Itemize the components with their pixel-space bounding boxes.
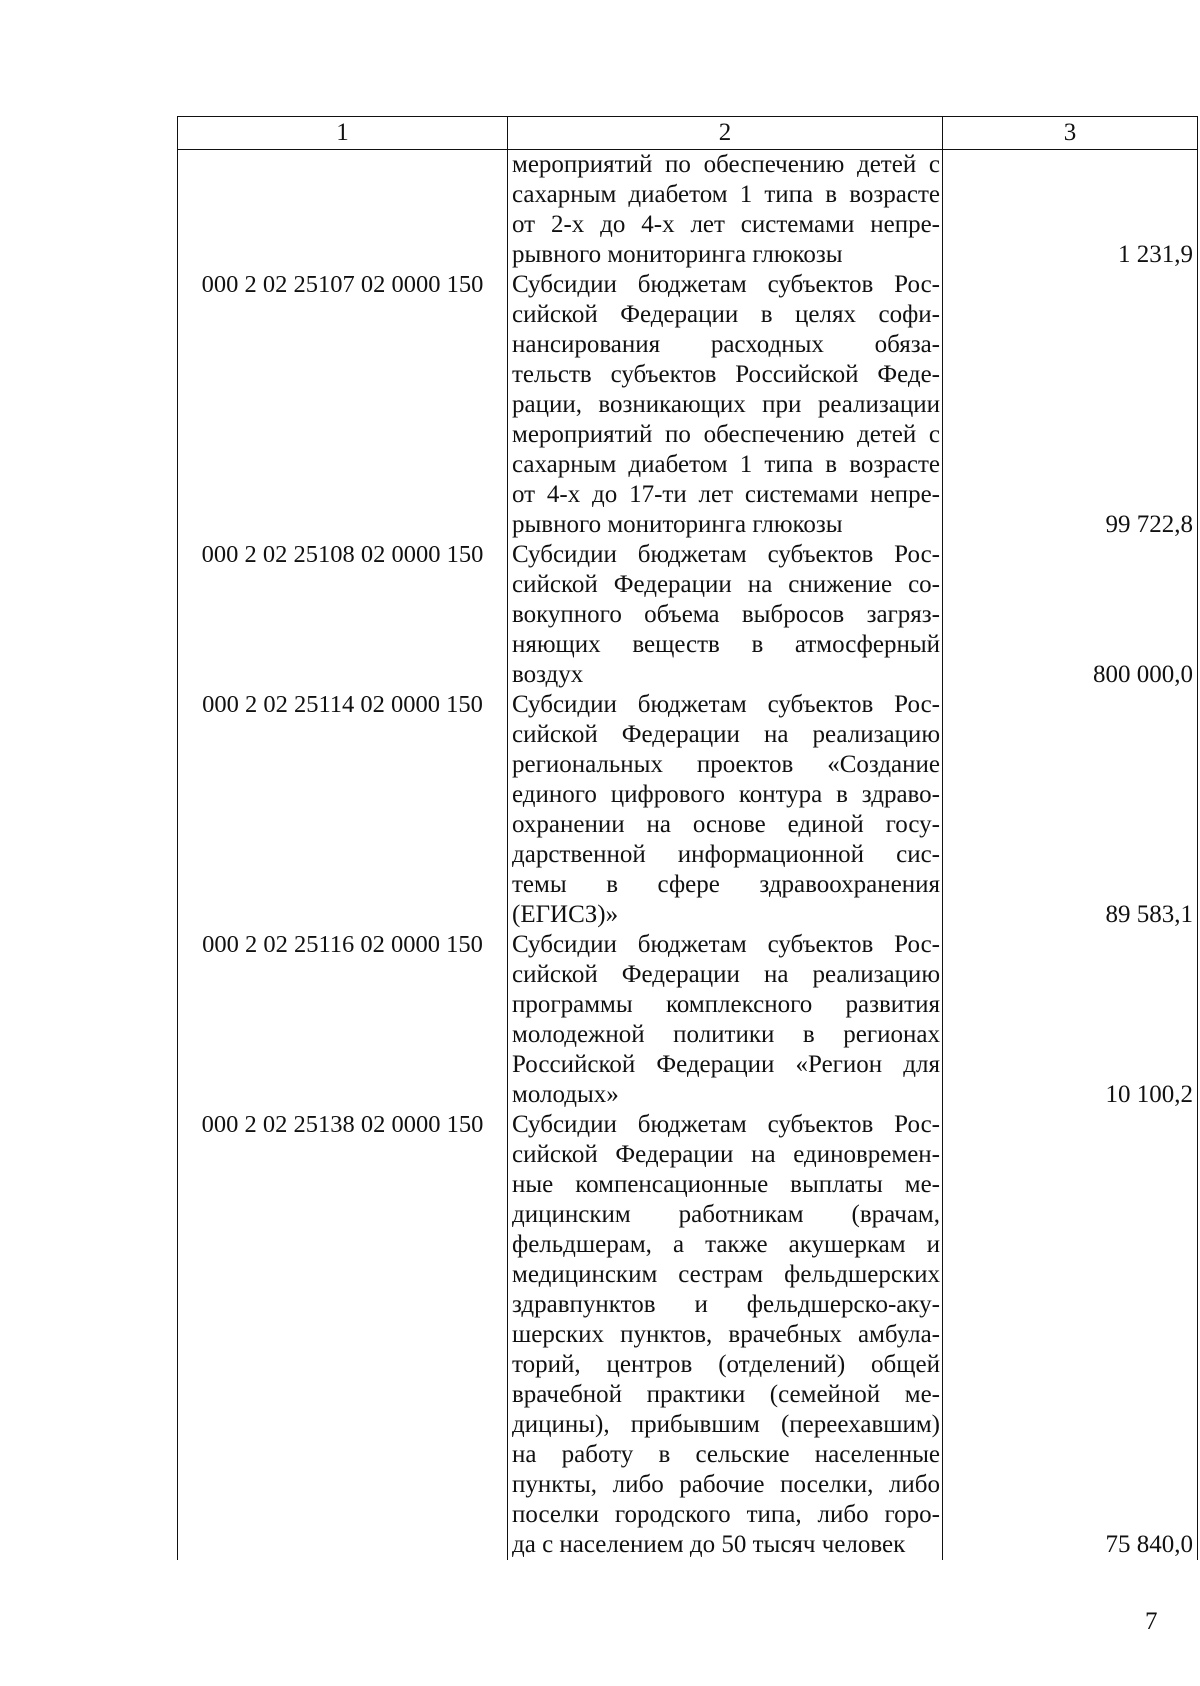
description-line: молодых»: [512, 1081, 619, 1108]
description-line: охранении на основе единой госу-: [512, 811, 940, 838]
revenue-description: [508, 690, 943, 930]
revenue-description: [508, 270, 943, 540]
amount-value: 75 840,0: [943, 1110, 1198, 1560]
amount-value: 800 000,0: [943, 540, 1198, 690]
classification-code: [178, 150, 508, 271]
description-line: Субсидии бюджетам субъектов Рос-: [512, 691, 940, 718]
description-line: врачебной практики (семейной ме-: [512, 1381, 940, 1408]
revenue-description: [508, 930, 943, 1110]
table-row: [178, 690, 1198, 930]
description-line: дицины), прибывшим (переехавшим): [512, 1411, 940, 1438]
description-line: ные компенсационные выплаты ме-: [512, 1171, 940, 1198]
column-header-3: 3: [943, 117, 1198, 150]
description-line: дицинским работникам (врачам,: [512, 1201, 940, 1228]
description-line: рации, возникающих при реализации: [512, 391, 940, 418]
description-line: сахарным диабетом 1 типа в возрасте: [512, 451, 940, 478]
description-line: сийской Федерации на снижение со-: [512, 571, 940, 598]
revenue-description: [508, 150, 943, 271]
description-line: единого цифрового контура в здраво-: [512, 781, 940, 808]
table-body: [178, 150, 1198, 1561]
description-line: Субсидии бюджетам субъектов Рос-: [512, 541, 940, 568]
description-line: пункты, либо рабочие поселки, либо: [512, 1471, 940, 1498]
table-row: [178, 1110, 1198, 1560]
classification-code: 000 2 02 25108 02 0000 150: [178, 540, 508, 690]
description-line: мероприятий по обеспечению детей с: [512, 421, 940, 448]
description-line: медицинским сестрам фельдшерских: [512, 1261, 940, 1288]
amount-value: 99 722,8: [943, 270, 1198, 540]
description-line: сийской Федерации в целях софи-: [512, 301, 940, 328]
description-line: сахарным диабетом 1 типа в возрасте: [512, 181, 940, 208]
amount-value: 10 100,2: [943, 930, 1198, 1110]
amount-value: 89 583,1: [943, 690, 1198, 930]
description-line: Российской Федерации «Регион для: [512, 1051, 940, 1078]
description-line: шерских пунктов, врачебных амбула-: [512, 1321, 940, 1348]
table-row: [178, 150, 1198, 271]
description-line: на работу в сельские населенные: [512, 1441, 940, 1468]
description-line: няющих веществ в атмосферный: [512, 631, 940, 658]
classification-code: 000 2 02 25107 02 0000 150: [178, 270, 508, 540]
description-line: сийской Федерации на реализацию: [512, 961, 940, 988]
classification-code: 000 2 02 25116 02 0000 150: [178, 930, 508, 1110]
description-line: региональных проектов «Создание: [512, 751, 940, 778]
description-line: здравпунктов и фельдшерско-аку-: [512, 1291, 940, 1318]
description-line: Субсидии бюджетам субъектов Рос-: [512, 271, 940, 298]
description-line: нансирования расходных обяза-: [512, 331, 940, 358]
description-line: рывного мониторинга глюкозы: [512, 511, 843, 538]
description-line: сийской Федерации на реализацию: [512, 721, 940, 748]
description-line: Субсидии бюджетам субъектов Рос-: [512, 1111, 940, 1138]
amount-value: 1 231,9: [943, 150, 1198, 271]
description-line: воздух: [512, 661, 584, 688]
description-line: дарственной информационной сис-: [512, 841, 940, 868]
classification-code: 000 2 02 25114 02 0000 150: [178, 690, 508, 930]
revenue-description: [508, 540, 943, 690]
description-line: вокупного объема выбросов загряз-: [512, 601, 940, 628]
description-line: тельств субъектов Российской Феде-: [512, 361, 940, 388]
table-row: [178, 270, 1198, 540]
description-line: молодежной политики в регионах: [512, 1021, 940, 1048]
budget-table: [177, 116, 1198, 1560]
description-line: от 4-х до 17-ти лет системами непре-: [512, 481, 940, 508]
description-line: темы в сфере здравоохранения: [512, 871, 940, 898]
table-row: [178, 930, 1198, 1110]
description-line: рывного мониторинга глюкозы: [512, 241, 843, 268]
revenue-description: [508, 1110, 943, 1560]
description-line: программы комплексного развития: [512, 991, 940, 1018]
description-line: торий, центров (отделений) общей: [512, 1351, 940, 1378]
table-row: [178, 540, 1198, 690]
description-line: Субсидии бюджетам субъектов Рос-: [512, 931, 940, 958]
description-line: от 2-х до 4-х лет системами непре-: [512, 211, 940, 238]
description-line: мероприятий по обеспечению детей с: [512, 151, 940, 178]
page-number: 7: [1145, 1608, 1158, 1635]
description-line: фельдшерам, а также акушеркам и: [512, 1231, 940, 1258]
header-row: [178, 117, 1198, 150]
description-line: сийской Федерации на единовремен-: [512, 1141, 940, 1168]
description-line: да с населением до 50 тысяч человек: [512, 1531, 906, 1558]
description-line: (ЕГИСЗ)»: [512, 901, 619, 928]
classification-code: 000 2 02 25138 02 0000 150: [178, 1110, 508, 1560]
description-line: поселки городского типа, либо горо-: [512, 1501, 940, 1528]
column-header-2: 2: [508, 117, 943, 150]
column-header-1: 1: [178, 117, 508, 150]
